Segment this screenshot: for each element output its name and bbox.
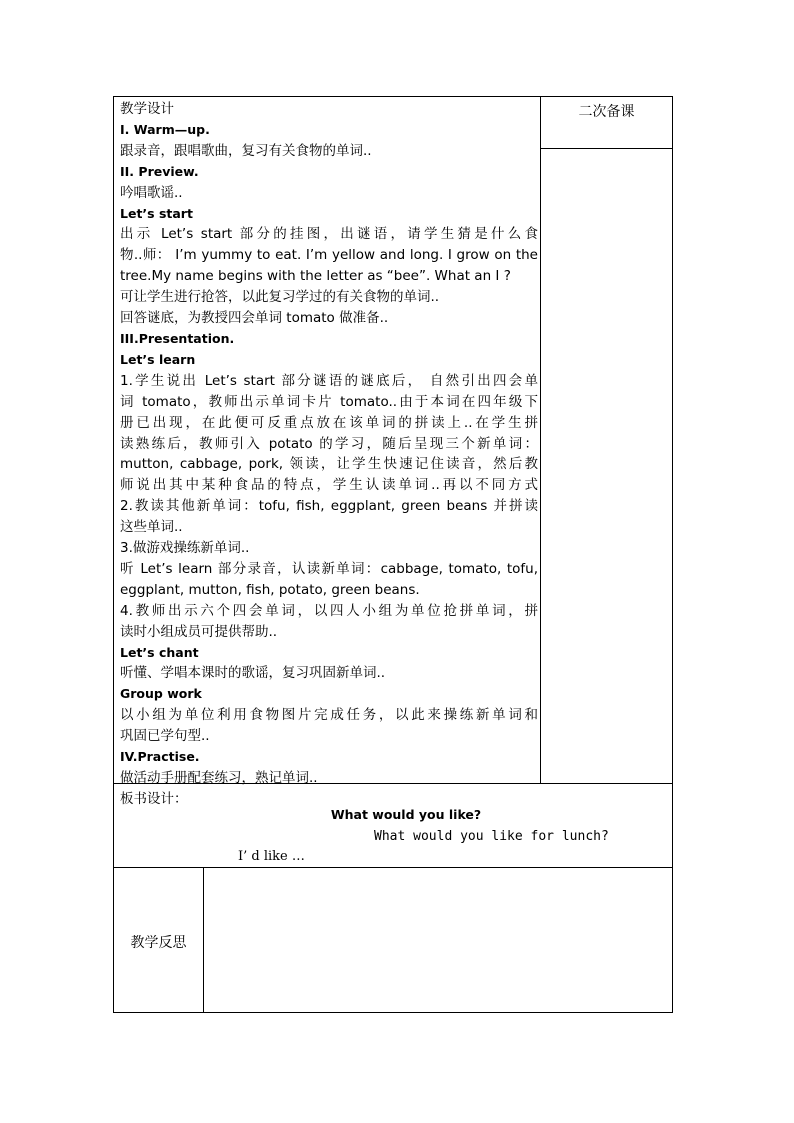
design-line: 3.做游戏操练新单词.. [120,540,250,557]
design-line: 册已出现，在此便可反重点放在该单词的拼读上..在学生拼 [120,414,538,431]
design-line: 以小组为单位利用食物图片完成任务，以此来操练新单词和 [120,707,538,724]
design-line: 1.学生说出 Let’s start 部分谜语的谜底后， 自然引出四会单 [120,372,538,389]
board-design-title: 板书设计： [120,791,188,807]
design-line: III.Presentation. [120,330,235,346]
design-line: Let’s learn [120,351,196,367]
design-line: 2.教读其他新单词：tofu, fish, eggplant, green beans 并拼读 [120,498,538,515]
design-line: 听 Let’s learn 部分录音，认读新单词：cabbage, tomato, tofu, [120,560,538,577]
design-line: tree.My name begins with the letter as “bee”. What an I ? [120,268,511,285]
second-prep-cell [540,96,673,784]
design-line: II. Preview. [120,163,199,179]
board-line-2: What would you like for lunch? [374,829,609,844]
design-line: 听懂、学唱本课时的歌谣，复习巩固新单词.. [120,665,386,682]
design-line: Let’s start [120,205,193,221]
design-line: 做活动手册配套练习，熟记单词.. [120,770,318,786]
board-line-1: What would you like? [330,807,482,822]
design-line: 词 tomato，教师出示单词卡片 tomato..由于本词在四年级下 [120,393,538,410]
design-line: eggplant, mutton, fish, potato, green beans. [120,581,420,598]
design-line: 跟录音，跟唱歌曲，复习有关食物的单词.. [120,142,372,159]
design-line: 4.教师出示六个四会单词，以四人小组为单位抢拼单词，拼 [120,602,538,619]
design-line: Group work [120,686,202,702]
design-line: 这些单词.. [120,519,183,536]
design-line: Let’s chant [120,644,199,660]
reflection-label: 教学反思 [130,935,187,951]
second-prep-header: 二次备课 [578,104,635,120]
design-line: 吟唱歌谣.. [120,184,183,201]
design-line: IV.Practise. [120,749,200,765]
design-line: 出示 Let’s start 部分的挂图，出谜语，请学生猜是什么食 [120,226,538,243]
side-divider [541,148,672,149]
design-line: mutton, cabbage, pork, 领读，让学生快速记住读音，然后教 [120,456,538,473]
teaching-design-header: 教学设计 [120,101,174,117]
reflection-label-cell [113,867,204,1013]
design-line: 可让学生进行抢答，以此复习学过的有关食物的单词.. [120,289,440,306]
design-line: 回答谜底，为教授四会单词 tomato 做准备.. [120,310,389,327]
design-line: 师说出其中某种食品的特点，学生认读单词..再以不同方式 [120,477,538,494]
design-line: I. Warm—up. [120,121,210,137]
design-line: 读时小组成员可提供帮助.. [120,623,278,640]
teaching-design-content [120,99,538,789]
board-line-3: I’ d like … [238,849,305,864]
design-line: 物..师： I’m yummy to eat. I’m yellow and long. I grow on the [120,247,538,264]
design-line: 巩固已学句型.. [120,728,210,745]
teaching-design-cell [113,96,541,784]
board-design-cell [113,783,673,868]
reflection-content-cell [203,867,673,1013]
design-line: 读熟练后，教师引入 potato 的学习，随后呈现三个新单词： [120,435,538,452]
